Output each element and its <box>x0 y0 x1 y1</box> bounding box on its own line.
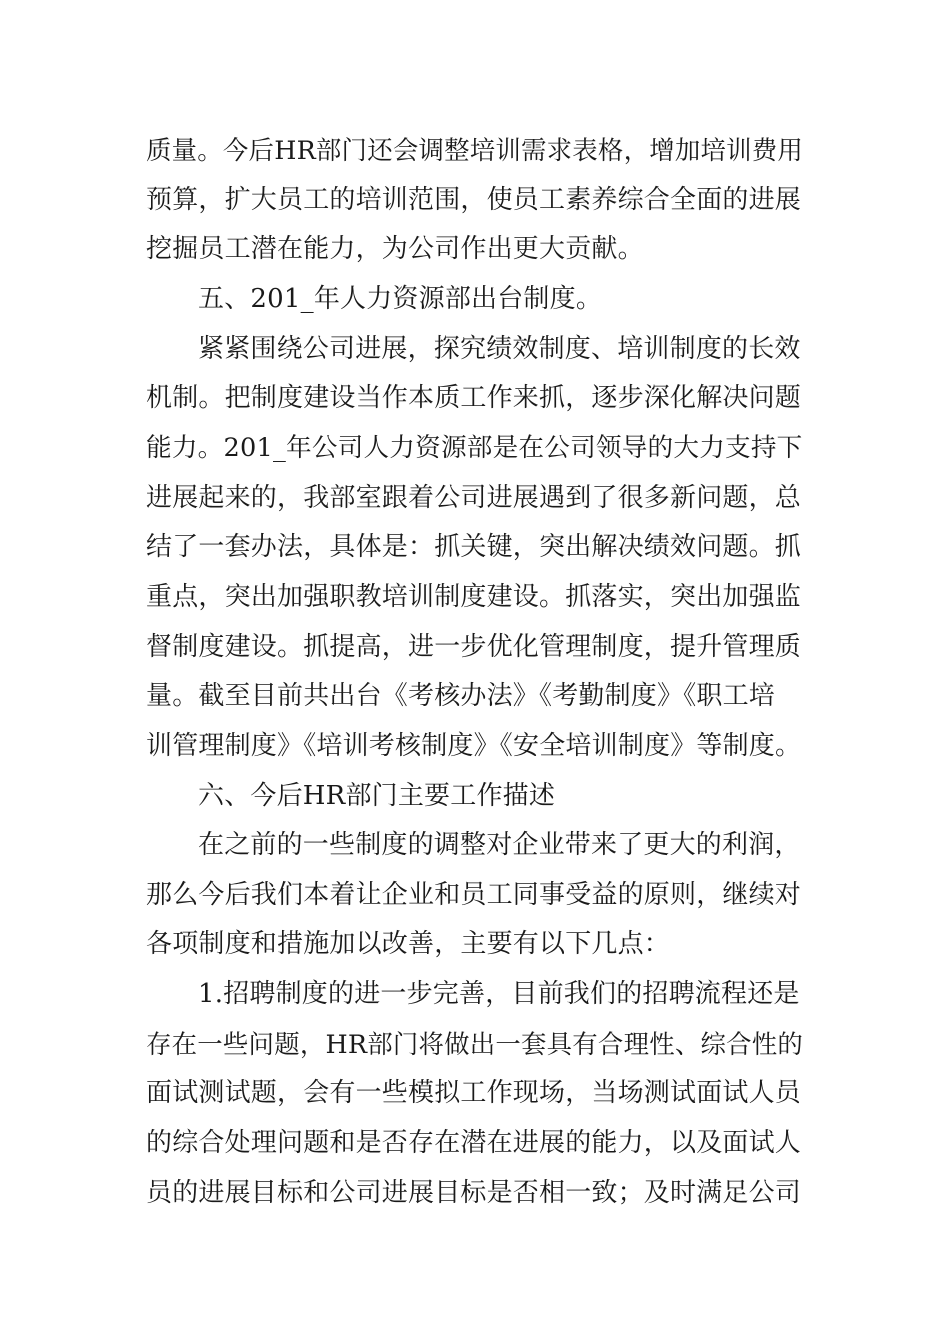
text-line: 紧紧围绕公司进展，探究绩效制度、培训制度的长效 <box>198 334 801 364</box>
text-line: 1.招聘制度的进一步完善，目前我们的招聘流程还是 <box>198 979 800 1009</box>
section-heading: 五、201_年人力资源部出台制度。 <box>198 284 603 314</box>
text-line: 的综合处理问题和是否存在潜在进展的能力，以及面试人 <box>146 1128 802 1158</box>
text-line: 能力。201_年公司人力资源部是在公司领导的大力支持下 <box>146 433 803 463</box>
text-line: 质量。今后HR部门还会调整培训需求表格，增加培训费用 <box>146 135 804 165</box>
text-line: 员的进展目标和公司进展目标是否相一致；及时满足公司 <box>146 1178 802 1208</box>
text-line: 那么今后我们本着让企业和员工同事受益的原则，继续对 <box>146 880 802 910</box>
text-line: 结了一套办法，具体是：抓关键，突出解决绩效问题。抓 <box>146 532 802 562</box>
text-line: 挖掘员工潜在能力，为公司作出更大贡献。 <box>146 234 644 264</box>
text-line: 重点，突出加强职教培训制度建设。抓落实，突出加强监 <box>146 582 802 612</box>
section-heading: 六、今后HR部门主要工作描述 <box>198 781 556 811</box>
text-line: 存在一些问题，HR部门将做出一套具有合理性、综合性的 <box>146 1029 804 1059</box>
text-line: 在之前的一些制度的调整对企业带来了更大的利润， <box>198 830 801 860</box>
text-line: 面试测试题，会有一些模拟工作现场，当场测试面试人员 <box>146 1078 802 1108</box>
text-line: 各项制度和措施加以改善，主要有以下几点： <box>146 929 671 959</box>
text-line: 督制度建设。抓提高，进一步优化管理制度，提升管理质 <box>146 632 802 662</box>
text-line: 训管理制度》《培训考核制度》《安全培训制度》等制度。 <box>146 731 802 761</box>
text-line: 进展起来的，我部室跟着公司进展遇到了很多新问题，总 <box>146 483 802 513</box>
text-line: 机制。把制度建设当作本质工作来抓，逐步深化解决问题 <box>146 383 802 413</box>
text-line: 量。截至目前共出台《考核办法》《考勤制度》《职工培 <box>146 681 776 711</box>
text-line: 预算，扩大员工的培训范围，使员工素养综合全面的进展 <box>146 185 802 215</box>
